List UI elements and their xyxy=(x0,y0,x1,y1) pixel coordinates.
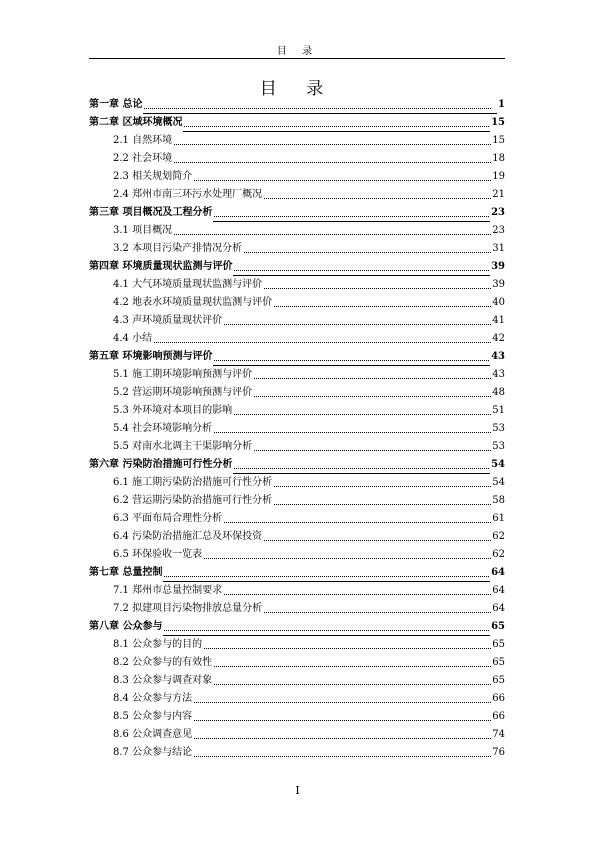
toc-entry-page: 43 xyxy=(491,366,505,384)
toc-entry-page: 1 xyxy=(497,96,505,114)
toc-section-entry[interactable] xyxy=(89,420,505,438)
toc-chapter-entry[interactable] xyxy=(89,96,505,114)
toc-entry-title: 5.1 施工期环境影响预测与评价 xyxy=(113,366,253,384)
toc-entry-title: 7.2 拟建项目污染物排放总量分析 xyxy=(113,600,263,618)
header-rule xyxy=(89,58,505,59)
toc-section-entry[interactable] xyxy=(89,186,505,204)
toc-section-entry[interactable] xyxy=(89,546,505,564)
toc-entry-title: 第三章 项目概况及工程分析 xyxy=(89,204,213,222)
toc-entry-page: 19 xyxy=(491,168,505,186)
toc-section-entry[interactable] xyxy=(89,708,505,726)
table-of-contents xyxy=(89,96,505,762)
toc-section-entry[interactable] xyxy=(89,492,505,510)
toc-section-entry[interactable] xyxy=(89,384,505,402)
toc-entry-title: 第四章 环境质量现状监测与评价 xyxy=(89,258,233,276)
toc-entry-page: 48 xyxy=(491,384,505,402)
toc-section-entry[interactable] xyxy=(89,330,505,348)
toc-entry-title: 8.2 公众参与的有效性 xyxy=(113,654,213,672)
toc-section-entry[interactable] xyxy=(89,438,505,456)
toc-entry-page: 15 xyxy=(490,114,505,132)
toc-section-entry[interactable] xyxy=(89,726,505,744)
toc-entry-page: 61 xyxy=(491,510,505,528)
toc-entry-page: 18 xyxy=(491,150,505,168)
toc-section-entry[interactable] xyxy=(89,672,505,690)
toc-entry-page: 39 xyxy=(491,276,505,294)
toc-entry-title: 4.4 小结 xyxy=(113,330,153,348)
toc-entry-title: 8.5 公众参与内容 xyxy=(113,708,193,726)
toc-entry-page: 65 xyxy=(491,636,505,654)
toc-section-entry[interactable] xyxy=(89,744,505,762)
toc-entry-title: 8.3 公众参与调查对象 xyxy=(113,672,213,690)
toc-title: 目 录 xyxy=(259,79,336,99)
toc-entry-title: 6.5 环保验收一览表 xyxy=(113,546,203,564)
toc-entry-page: 31 xyxy=(491,240,505,258)
toc-section-entry[interactable] xyxy=(89,312,505,330)
toc-entry-title: 5.5 对南水北调主干渠影响分析 xyxy=(113,438,253,456)
toc-section-entry[interactable] xyxy=(89,276,505,294)
toc-entry-title: 5.4 社会环境影响分析 xyxy=(113,420,213,438)
toc-entry-page: 74 xyxy=(491,726,505,744)
toc-entry-page: 66 xyxy=(491,708,505,726)
toc-section-entry[interactable] xyxy=(89,168,505,186)
toc-entry-title: 第二章 区域环境概况 xyxy=(89,114,183,132)
toc-entry-page: 23 xyxy=(491,222,505,240)
toc-entry-title: 6.3 平面布局合理性分析 xyxy=(113,510,223,528)
toc-entry-title: 2.4 郑州市南三环污水处理厂概况 xyxy=(113,186,263,204)
toc-section-entry[interactable] xyxy=(89,600,505,618)
toc-section-entry[interactable] xyxy=(89,636,505,654)
toc-section-entry[interactable] xyxy=(89,510,505,528)
toc-entry-page: 51 xyxy=(491,402,505,420)
toc-entry-title: 4.1 大气环境质量现状监测与评价 xyxy=(113,276,263,294)
toc-entry-title: 第八章 公众参与 xyxy=(89,618,163,636)
toc-entry-title: 7.1 郑州市总量控制要求 xyxy=(113,582,223,600)
toc-entry-title: 第一章 总论 xyxy=(89,96,143,114)
toc-entry-title: 2.2 社会环境 xyxy=(113,150,173,168)
toc-section-entry[interactable] xyxy=(89,222,505,240)
toc-section-entry[interactable] xyxy=(89,402,505,420)
toc-section-entry[interactable] xyxy=(89,528,505,546)
toc-entry-page: 65 xyxy=(490,618,505,636)
toc-entry-page: 40 xyxy=(491,294,505,312)
toc-entry-page: 62 xyxy=(491,528,505,546)
toc-entry-title: 5.2 营运期环境影响预测与评价 xyxy=(113,384,253,402)
toc-entry-title: 2.3 相关规划简介 xyxy=(113,168,193,186)
toc-section-entry[interactable] xyxy=(89,474,505,492)
toc-section-entry[interactable] xyxy=(89,654,505,672)
toc-entry-page: 64 xyxy=(490,564,505,582)
toc-section-entry[interactable] xyxy=(89,366,505,384)
toc-entry-page: 58 xyxy=(491,492,505,510)
toc-entry-title: 8.1 公众参与的目的 xyxy=(113,636,203,654)
toc-entry-page: 53 xyxy=(491,438,505,456)
toc-leader-dots xyxy=(89,108,491,109)
toc-entry-title: 5.3 外环境对本项目的影响 xyxy=(113,402,233,420)
toc-entry-page: 23 xyxy=(490,204,505,222)
toc-section-entry[interactable] xyxy=(89,294,505,312)
toc-section-entry[interactable] xyxy=(89,150,505,168)
toc-entry-page: 42 xyxy=(491,330,505,348)
toc-entry-page: 15 xyxy=(491,132,505,150)
toc-chapter-entry[interactable] xyxy=(89,456,505,474)
toc-entry-page: 21 xyxy=(491,186,505,204)
toc-entry-title: 第六章 污染防治措施可行性分析 xyxy=(89,456,233,474)
toc-entry-title: 4.3 声环境质量现状评价 xyxy=(113,312,223,330)
toc-entry-page: 65 xyxy=(491,672,505,690)
toc-chapter-entry[interactable] xyxy=(89,258,505,276)
toc-leader-dots xyxy=(113,342,491,343)
toc-chapter-entry[interactable] xyxy=(89,204,505,222)
toc-chapter-entry[interactable] xyxy=(89,564,505,582)
toc-entry-title: 第七章 总量控制 xyxy=(89,564,163,582)
toc-entry-title: 6.1 施工期污染防治措施可行性分析 xyxy=(113,474,273,492)
toc-chapter-entry[interactable] xyxy=(89,114,505,132)
toc-entry-title: 4.2 地表水环境质量现状监测与评价 xyxy=(113,294,273,312)
toc-section-entry[interactable] xyxy=(89,132,505,150)
toc-entry-page: 64 xyxy=(491,582,505,600)
toc-entry-page: 54 xyxy=(491,474,505,492)
toc-chapter-entry[interactable] xyxy=(89,618,505,636)
toc-entry-title: 3.2 本项目污染产排情况分析 xyxy=(113,240,243,258)
toc-entry-page: 76 xyxy=(491,744,505,762)
toc-chapter-entry[interactable] xyxy=(89,348,505,366)
toc-entry-title: 8.6 公众调查意见 xyxy=(113,726,193,744)
toc-section-entry[interactable] xyxy=(89,690,505,708)
toc-entry-title: 3.1 项目概况 xyxy=(113,222,173,240)
running-header: 目 录 xyxy=(276,46,319,57)
toc-entry-title: 6.4 污染防治措施汇总及环保投资 xyxy=(113,528,263,546)
toc-entry-page: 53 xyxy=(491,420,505,438)
toc-entry-page: 65 xyxy=(491,654,505,672)
toc-entry-page: 43 xyxy=(490,348,505,366)
toc-section-entry[interactable] xyxy=(89,582,505,600)
toc-entry-title: 第五章 环境影响预测与评价 xyxy=(89,348,213,366)
toc-entry-page: 54 xyxy=(490,456,505,474)
toc-entry-page: 41 xyxy=(491,312,505,330)
toc-entry-page: 64 xyxy=(491,600,505,618)
toc-section-entry[interactable] xyxy=(89,240,505,258)
toc-entry-title: 2.1 自然环境 xyxy=(113,132,173,150)
toc-entry-page: 62 xyxy=(491,546,505,564)
toc-entry-title: 6.2 营运期污染防治措施可行性分析 xyxy=(113,492,273,510)
toc-entry-page: 66 xyxy=(491,690,505,708)
page-number: I xyxy=(295,784,300,797)
toc-entry-title: 8.7 公众参与结论 xyxy=(113,744,193,762)
toc-entry-title: 8.4 公众参与方法 xyxy=(113,690,193,708)
toc-entry-page: 39 xyxy=(490,258,505,276)
